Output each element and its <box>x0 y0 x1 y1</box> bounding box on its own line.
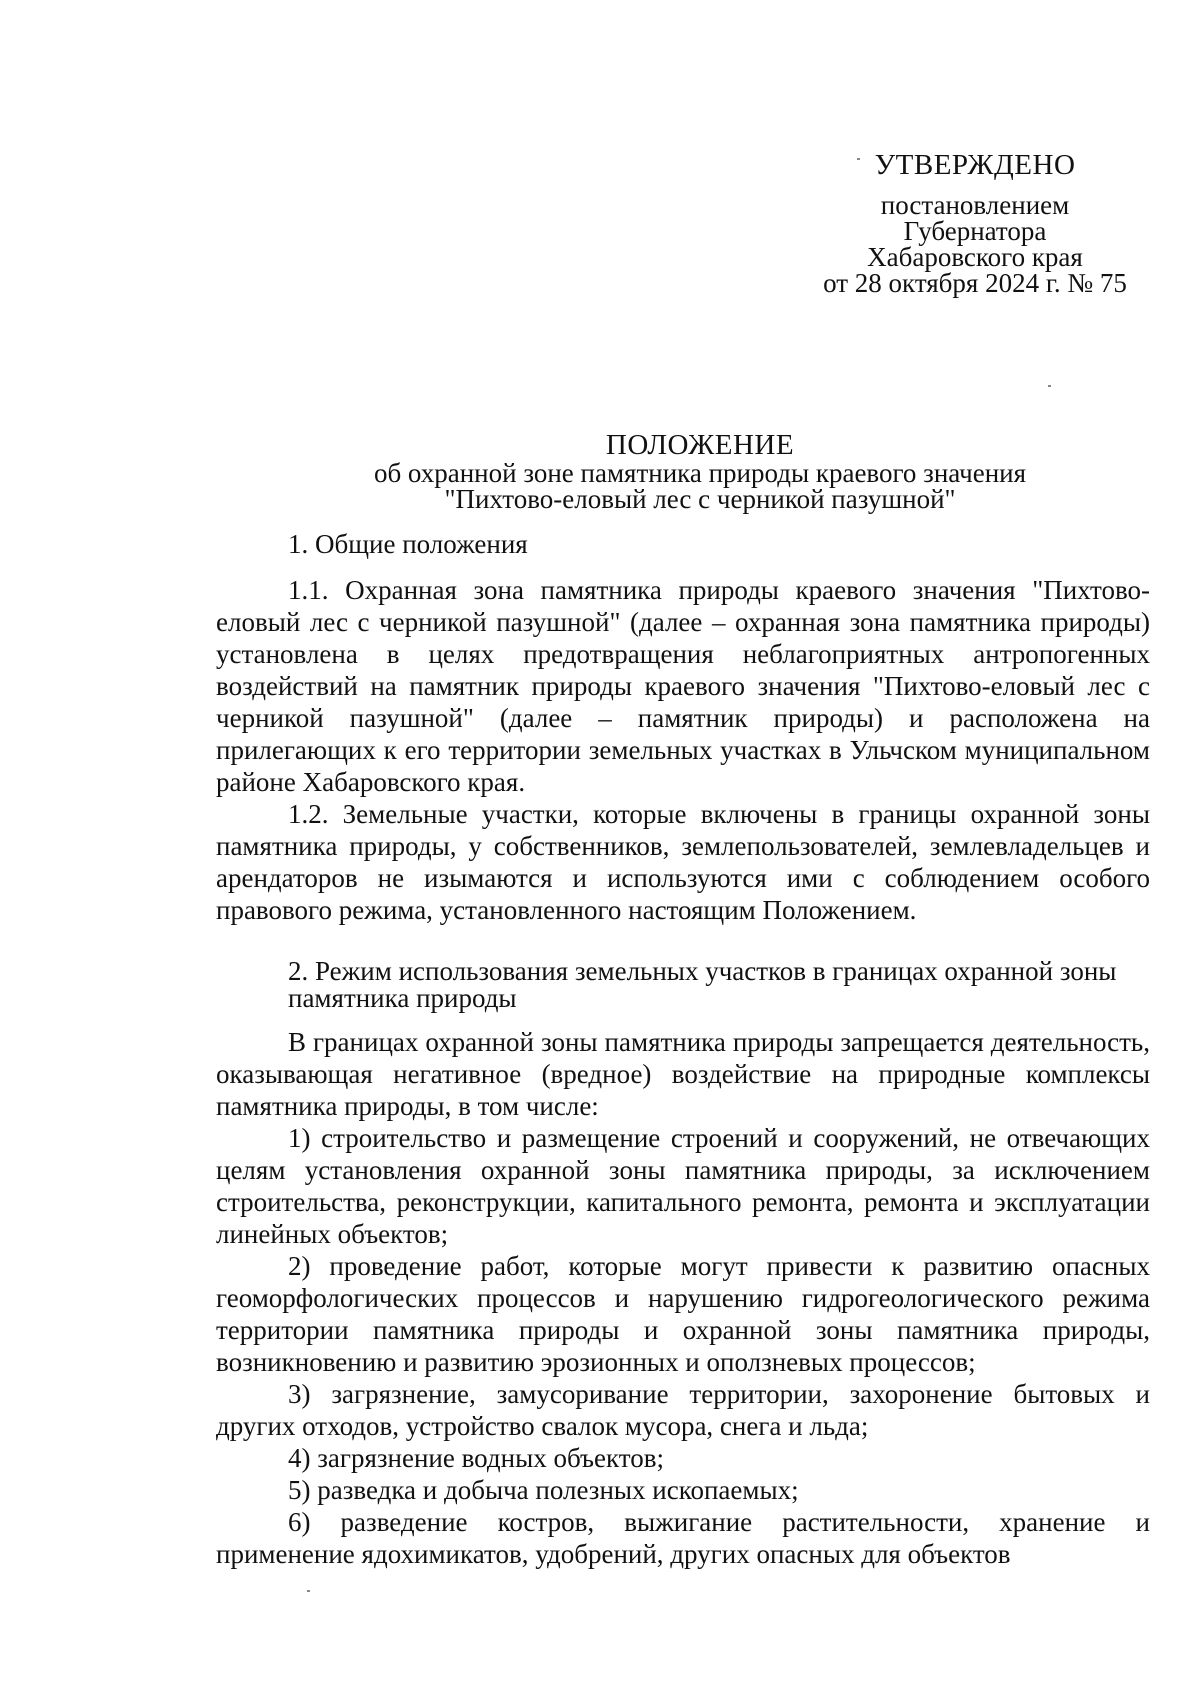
paragraph: В границах охранной зоны памятника природы запрещается деятельность, оказывающая негативное (вредное) воздействие на природные комплексы памятника природы, в том числе: <box>216 1027 1150 1121</box>
paragraph: 1.2. Земельные участки, которые включены в границы охранной зоны памятника природы, у собственников, землепользователей, землевладельцев и арендаторов не изымаются и используются ими с соблюдением особого правового режима, установленного настоящим Положением. <box>216 799 1150 925</box>
list-item: 5) разведка и добыча полезных ископаемых; <box>288 1475 799 1505</box>
list-item: 4) загрязнение водных объектов; <box>288 1443 664 1473</box>
list-item: 6) разведение костров, выжигание растительности, хранение и применение ядохимикатов, удобрений, других опасных для объектов <box>216 1507 1150 1569</box>
section-heading: 2. Режим использования земельных участков в границах охранной зоны памятника природы <box>288 956 1117 1013</box>
list-item: 2) проведение работ, которые могут привести к развитию опасных геоморфологических процессов и нарушению гидрогеологического режима территории памятника природы и охранной зоны памятника природы, возникновению и развитию эрозионных и оползневых процессов; <box>216 1251 1150 1377</box>
document-subtitle-line: об охранной зоне памятника природы краевого значения <box>373 458 1027 488</box>
document-title-block <box>320 430 1080 512</box>
paragraph: 1.1. Охранная зона памятника природы краевого значения "Пихтово-еловый лес с черникой пазушной" (далее – охранная зона памятника природы) установлена в целях предотвращения неблагоприятных антропогенных воздействий на памятник природы краевого значения "Пихтово-еловый лес с черникой пазушной" (далее – памятник природы) и расположена на прилегающих к его территории земельных участках в Ульчском муниципальном районе Хабаровского края. <box>216 575 1150 797</box>
list-item: 3) загрязнение, замусоривание территории, захоронение бытовых и других отходов, устройство свалок мусора, снега и льда; <box>216 1379 1150 1441</box>
approval-line: постановлением <box>880 190 1070 220</box>
approval-line: Хабаровского края <box>867 242 1083 272</box>
section-heading: 1. Общие положения <box>288 529 528 559</box>
document-body <box>216 528 1150 1570</box>
approval-line: от 28 октября 2024 г. № 75 <box>823 268 1127 298</box>
approval-title: УТВЕРЖДЕНО <box>874 149 1076 181</box>
scan-speck <box>307 1590 310 1592</box>
approval-stamp <box>810 148 1140 296</box>
list-item: 1) строительство и размещение строений и сооружений, не отвечающих целям установления охранной зоны памятника природы, за исключением строительства, реконструкции, капитального ремонта, ремонта и эксплуатации линейных объектов; <box>216 1123 1150 1249</box>
document-subtitle-line: "Пихтово-еловый лес с черникой пазушной" <box>444 484 956 514</box>
scan-speck <box>1048 385 1051 387</box>
document-title: ПОЛОЖЕНИЕ <box>605 429 795 461</box>
approval-line: Губернатора <box>903 216 1047 246</box>
scan-speck <box>857 158 860 160</box>
